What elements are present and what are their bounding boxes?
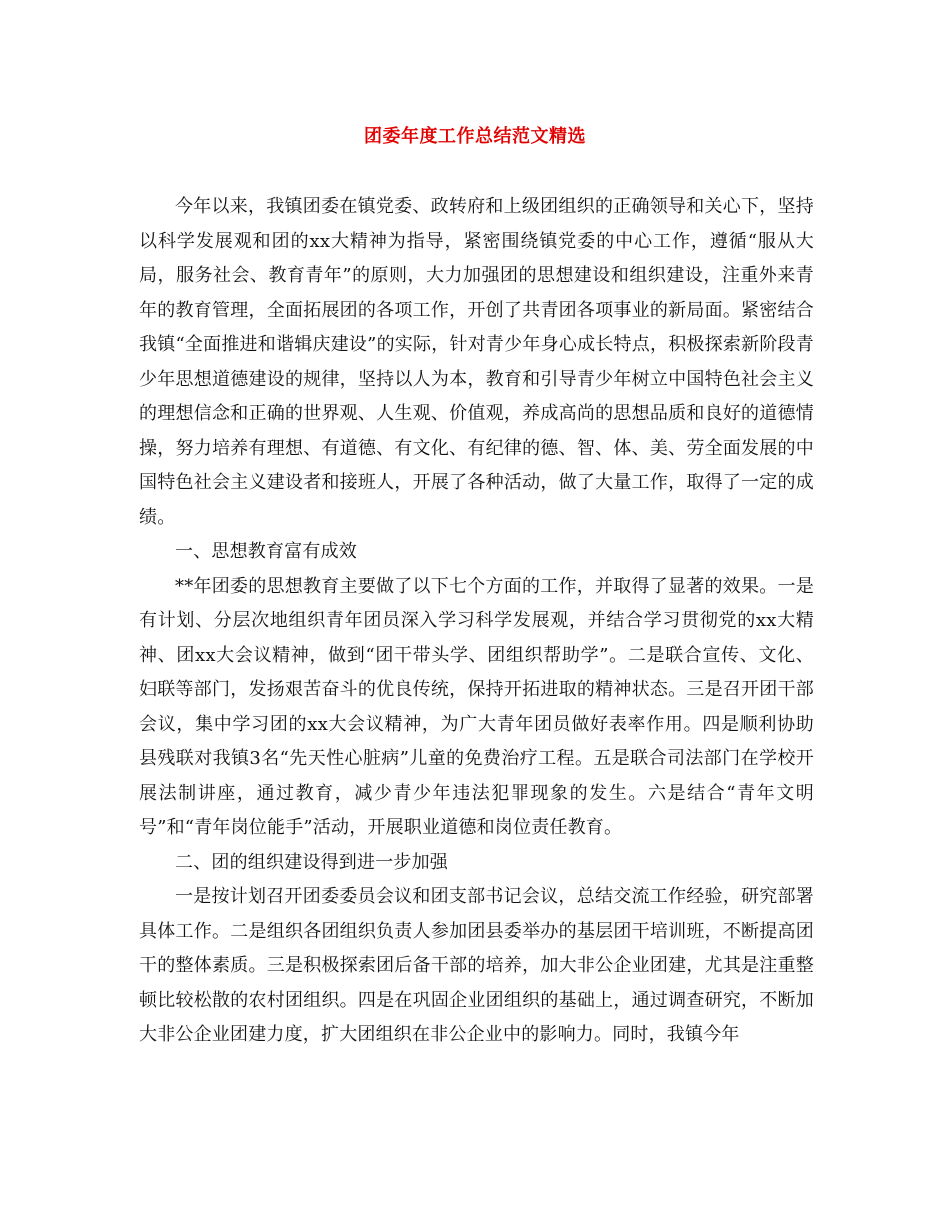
section-heading-organization: 二、团的组织建设得到进一步加强 bbox=[175, 851, 448, 873]
paragraph-organization: 一是按计划召开团委委员会议和团支部书记会议，总结交流工作经验，研究部署具体工作。二是组织各团组织负责人参加团县委举办的基层团干培训班，不断提高团干的整体素质。三是积极探索团后备干部的培养，加大非公企业团建，尤其是注重整顿比较松散的农村团组织。四是在巩固企业团组织的基础上，通过调查研究，不断加大非公企业团建力度，扩大团组织在非公企业中的影响力。同时，我镇今年 bbox=[139, 886, 814, 1045]
paragraph-ideology: **年团委的思想教育主要做了以下七个方面的工作，并取得了显著的效果。一是有计划、分层次地组织青年团员深入学习科学发展观，并结合学习贯彻党的xx大精神、团xx大会议精神，做到“团干带头学、团组织帮助学”。二是联合宣传、文化、妇联等部门，发扬艰苦奋斗的优良传统，保持开拓进取的精神状态。三是召开团干部会议，集中学习团的xx大会议精神，为广大青年团员做好表率作用。四是顺利协助县残联对我镇3名“先天性心脏病”儿童的免费治疗工程。五是联合司法部门在学校开展法制讲座，通过教育，减少青少年违法犯罪现象的发生。六是结合“青年文明号”和“青年岗位能手”活动，开展职业道德和岗位责任教育。 bbox=[139, 575, 814, 838]
document-title: 团委年度工作总结范文精选 bbox=[364, 126, 586, 147]
section-heading-ideology: 一、思想教育富有成效 bbox=[175, 541, 357, 562]
paragraph-intro: 今年以来，我镇团委在镇党委、政转府和上级团组织的正确领导和关心下，坚持以科学发展观和团的xx大精神为指导，紧密围绕镇党委的中心工作，遵循“服从大局，服务社会、教育青年”的原则，大力加强团的思想建设和组织建设，注重外来青年的教育管理，全面拓展团的各项工作，开创了共青团各项事业的新局面。紧密结合我镇“全面推进和谐辑庆建设”的实际，针对青少年身心成长特点，积极探索新阶段青少年思想道德建设的规律，坚持以人为本，教育和引导青少年树立中国特色社会主义的理想信念和正确的世界观、人生观、价值观，养成高尚的思想品质和良好的道德情操，努力培养有理想、有道德、有文化、有纪律的德、智、体、美、劳全面发展的中国特色社会主义建设者和接班人，开展了各种活动，做了大量工作，取得了一定的成绩。 bbox=[139, 196, 814, 528]
document-body bbox=[139, 190, 814, 1053]
